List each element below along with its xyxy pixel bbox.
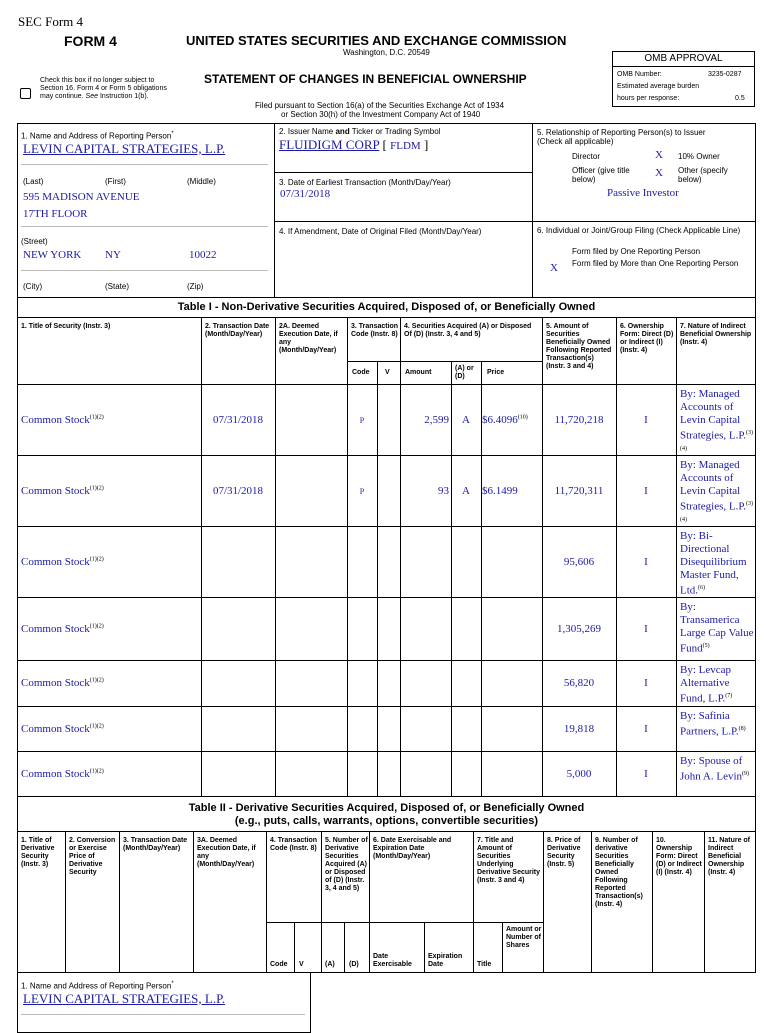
table1-title: Table I - Non-Derivative Securities Acquired, Disposed of, or Beneficially Owned xyxy=(177,301,596,313)
state-caption: (State) xyxy=(105,282,130,291)
transaction-code: P xyxy=(359,486,365,496)
security-title: Common Stock$^{(1)(2)}$ xyxy=(21,768,104,780)
t1-h1: 1. Title of Security (Instr. 3) xyxy=(21,323,111,330)
more-than-one-label: Form filed by More than One Reporting Person xyxy=(572,259,739,268)
ownership-form: I xyxy=(644,677,648,689)
owned-following: 5,000 xyxy=(566,768,592,780)
t2-expiration: Expiration Date xyxy=(428,953,463,968)
t2-a: (A) xyxy=(325,961,335,968)
t2-v: V xyxy=(299,961,304,968)
zip-value: 10022 xyxy=(189,249,217,261)
owned-following: 19,818 xyxy=(563,722,595,735)
address-line-1: 595 MADISON AVENUE xyxy=(23,191,140,203)
table2-title-bar xyxy=(17,797,756,832)
t1-h7: 7. Nature of Indirect Beneficial Ownership (Instr. 4) xyxy=(680,323,752,346)
table2-title: Table II - Derivative Securities Acquired, Disposed of, or Beneficially Owned xyxy=(188,802,585,814)
city-value: NEW YORK xyxy=(23,249,82,261)
box5-label: 5. Relationship of Reporting Person(s) to Issuer xyxy=(537,128,706,137)
omb-number-value: 3235-0287 xyxy=(708,71,742,78)
transaction-code: P xyxy=(359,415,365,425)
t1-v: V xyxy=(385,369,390,376)
omb-number-label: OMB Number: xyxy=(617,71,662,78)
omb-approval-box xyxy=(612,51,755,107)
security-title: Common Stock$^{(1)(2)}$ xyxy=(21,413,104,426)
t2-h3: 3. Transaction Date (Month/Day/Year) xyxy=(123,837,188,852)
transaction-amount: 93 xyxy=(438,484,449,497)
omb-title: OMB APPROVAL xyxy=(613,52,754,67)
box5-sub: (Check all applicable) xyxy=(537,137,614,146)
security-title: Common Stock$^{(1)(2)}$ xyxy=(21,722,104,735)
box1-label: 1. Name and Address of Reporting Person* xyxy=(21,131,174,141)
transaction-date: 07/31/2018 xyxy=(212,413,264,426)
ownership-form: I xyxy=(644,768,648,780)
owned-following: 1,305,269 xyxy=(557,622,601,635)
acquired-disposed: A xyxy=(462,413,470,426)
t2-h1: 1. Title of Derivative Security (Instr. 3) xyxy=(21,837,55,868)
t2-h11: 11. Nature of Indirect Beneficial Ownership (Instr. 4) xyxy=(708,837,751,876)
ownership-form: I xyxy=(644,622,648,635)
t1-h5: 5. Amount of Securities Beneficially Owned Following Reported Transaction(s) (Instr. 3 and 4) xyxy=(546,323,612,370)
ownership-nature: By: Levcap Alternative Fund, L.P.$^{(7)}$ xyxy=(680,664,733,705)
t2-h8: 8. Price of Derivative Security (Instr. 5) xyxy=(547,837,581,868)
section16-checkbox-label: Check this box if no longer subject to Section 16. Form 4 or Form 5 obligations may continue. See Instruction 1(b). xyxy=(40,77,167,100)
footer-person-name[interactable]: LEVIN CAPITAL STRATEGIES, L.P. xyxy=(23,991,226,1006)
middle-caption: (Middle) xyxy=(187,177,216,186)
other-title-value: Passive Investor xyxy=(607,187,679,199)
last-caption: (Last) xyxy=(23,177,44,186)
t2-d: (D) xyxy=(349,961,359,968)
owned-following: 11,720,218 xyxy=(554,413,604,426)
transaction-price: $6.1499 xyxy=(482,484,518,497)
box6-label: 6. Individual or Joint/Group Filing (Check Applicable Line) xyxy=(537,226,741,235)
ownership-nature: By: Managed Accounts of Levin Capital Strategies, L.P.$^{(3)(4)}$ xyxy=(680,459,753,523)
omb-hours-value: 0.5 xyxy=(735,95,745,102)
first-caption: (First) xyxy=(105,177,126,186)
owned-following: 11,720,311 xyxy=(554,484,604,497)
other-label: Other (specify below) xyxy=(678,166,728,184)
omb-burden-label: Estimated average burden xyxy=(617,83,700,90)
t2-date-exercisable: Date Exercisable xyxy=(373,953,412,968)
table2-subtitle: (e.g., puts, calls, warrants, options, convertible securities) xyxy=(234,815,539,827)
transaction-amount: 2,599 xyxy=(424,413,449,426)
security-title: Common Stock$^{(1)(2)}$ xyxy=(21,622,104,635)
other-check[interactable]: X xyxy=(655,167,663,179)
t2-h4: 4. Transaction Code (Instr. 8) xyxy=(270,837,318,852)
zip-caption: (Zip) xyxy=(187,282,204,291)
city-caption: (City) xyxy=(23,282,43,291)
reporting-person-name[interactable]: LEVIN CAPITAL STRATEGIES, L.P. xyxy=(23,141,226,156)
t2-h6: 6. Date Exercisable and Expiration Date (Month/Day/Year) xyxy=(373,837,452,860)
ownership-nature: By: Safinia Partners, L.P.$^{(8)}$ xyxy=(680,710,746,738)
ownership-nature: By: Managed Accounts of Levin Capital Strategies, L.P.$^{(3)(4)}$ xyxy=(680,388,753,452)
ownership-form: I xyxy=(644,555,648,568)
ownership-form: I xyxy=(644,413,648,426)
t1-amount: Amount xyxy=(405,369,432,376)
owned-following: 95,606 xyxy=(563,555,595,568)
t2-h3a: 3A. Deemed Execution Date, if any (Month/Day/Year) xyxy=(197,837,256,868)
ownership-form: I xyxy=(644,484,648,497)
ten-pct-owner-label: 10% Owner xyxy=(678,152,720,161)
omb-hours-label: hours per response: xyxy=(617,95,680,102)
table1-title-bar xyxy=(17,298,756,318)
director-check[interactable]: X xyxy=(655,149,663,161)
director-label: Director xyxy=(572,152,601,161)
one-person-label: Form filed by One Reporting Person xyxy=(572,247,701,256)
t2-h2: 2. Conversion or Exercise Price of Derivative Security xyxy=(69,837,116,876)
ownership-form: I xyxy=(644,722,648,735)
officer-label: Officer (give title below) xyxy=(572,166,630,184)
security-title: Common Stock$^{(1)(2)}$ xyxy=(21,555,104,568)
t2-h7: 7. Title and Amount of Securities Underlying Derivative Security (Instr. 3 and 4) xyxy=(477,837,541,884)
filed-line-1: Filed pursuant to Section 16(a) of the Securities Exchange Act of 1934 xyxy=(255,101,505,110)
ownership-nature: By: Transamerica Large Cap Value Fund$^{(5)}$ xyxy=(680,601,754,655)
t2-h5: 5. Number of Derivative Securities Acquired (A) or Disposed of (D) (Instr. 3, 4 and 5) xyxy=(325,837,368,892)
earliest-transaction-date: 07/31/2018 xyxy=(280,188,331,200)
box4-label: 4. If Amendment, Date of Original Filed (Month/Day/Year) xyxy=(279,227,482,236)
agency-title: UNITED STATES SECURITIES AND EXCHANGE COMMISSION xyxy=(186,33,567,48)
form-label: FORM 4 xyxy=(64,33,117,49)
box2-label: 2. Issuer Name and Ticker or Trading Symbol xyxy=(279,127,441,136)
t1-aord: (A) or (D) xyxy=(455,365,474,380)
t1-h2: 2. Transaction Date (Month/Day/Year) xyxy=(205,323,270,338)
sec-form-label: SEC Form 4 xyxy=(18,14,84,29)
t2-amount-col: Amount or Number of Shares xyxy=(506,926,542,949)
t1-h2a: 2A. Deemed Execution Date, if any (Month/Day/Year) xyxy=(279,323,338,354)
ownership-nature: By: Bi-Directional Disequilibrium Master Fund, Ltd.$^{(6)}$ xyxy=(680,530,747,597)
transaction-date: 07/31/2018 xyxy=(212,484,264,497)
security-title: Common Stock$^{(1)(2)}$ xyxy=(21,484,104,497)
issuer-name[interactable]: FLUIDIGM CORP [ FLDM ] xyxy=(279,137,429,152)
t2-title-col: Title xyxy=(477,961,492,968)
address-line-2: 17TH FLOOR xyxy=(23,208,88,220)
t2-h10: 10. Ownership Form: Direct (D) or Indirect (I) (Instr. 4) xyxy=(656,837,702,876)
street-caption: (Street) xyxy=(21,237,48,246)
section16-checkbox[interactable] xyxy=(20,88,31,99)
filed-line-2: or Section 30(h) of the Investment Company Act of 1940 xyxy=(281,110,481,119)
footer-box-label: 1. Name and Address of Reporting Person* xyxy=(21,981,174,991)
more-than-one-check[interactable]: X xyxy=(550,262,558,274)
t1-code: Code xyxy=(352,369,370,376)
ownership-nature: By: Spouse of John A. Levin$^{(9)}$ xyxy=(680,755,750,783)
box3-label: 3. Date of Earliest Transaction (Month/Day/Year) xyxy=(279,178,451,187)
statement-title: STATEMENT OF CHANGES IN BENEFICIAL OWNERSHIP xyxy=(204,72,527,86)
owned-following: 56,820 xyxy=(563,677,595,689)
t1-price: Price xyxy=(487,369,505,376)
acquired-disposed: A xyxy=(462,484,470,497)
t2-h9: 9. Number of derivative Securities Beneficially Owned Following Reported Transaction(s) (Instr. 4) xyxy=(595,837,643,908)
agency-city: Washington, D.C. 20549 xyxy=(343,48,430,57)
t1-h4: 4. Securities Acquired (A) or Disposed Of (D) (Instr. 3, 4 and 5) xyxy=(404,323,532,338)
t1-h3: 3. Transaction Code (Instr. 8) xyxy=(351,323,399,338)
t1-h6: 6. Ownership Form: Direct (D) or Indirect (I) (Instr. 4) xyxy=(620,323,674,354)
state-value: NY xyxy=(105,249,121,261)
security-title: Common Stock$^{(1)(2)}$ xyxy=(21,677,104,689)
transaction-price: $6.4096$^{(10)}$ xyxy=(482,413,528,426)
t2-code: Code xyxy=(270,961,288,968)
